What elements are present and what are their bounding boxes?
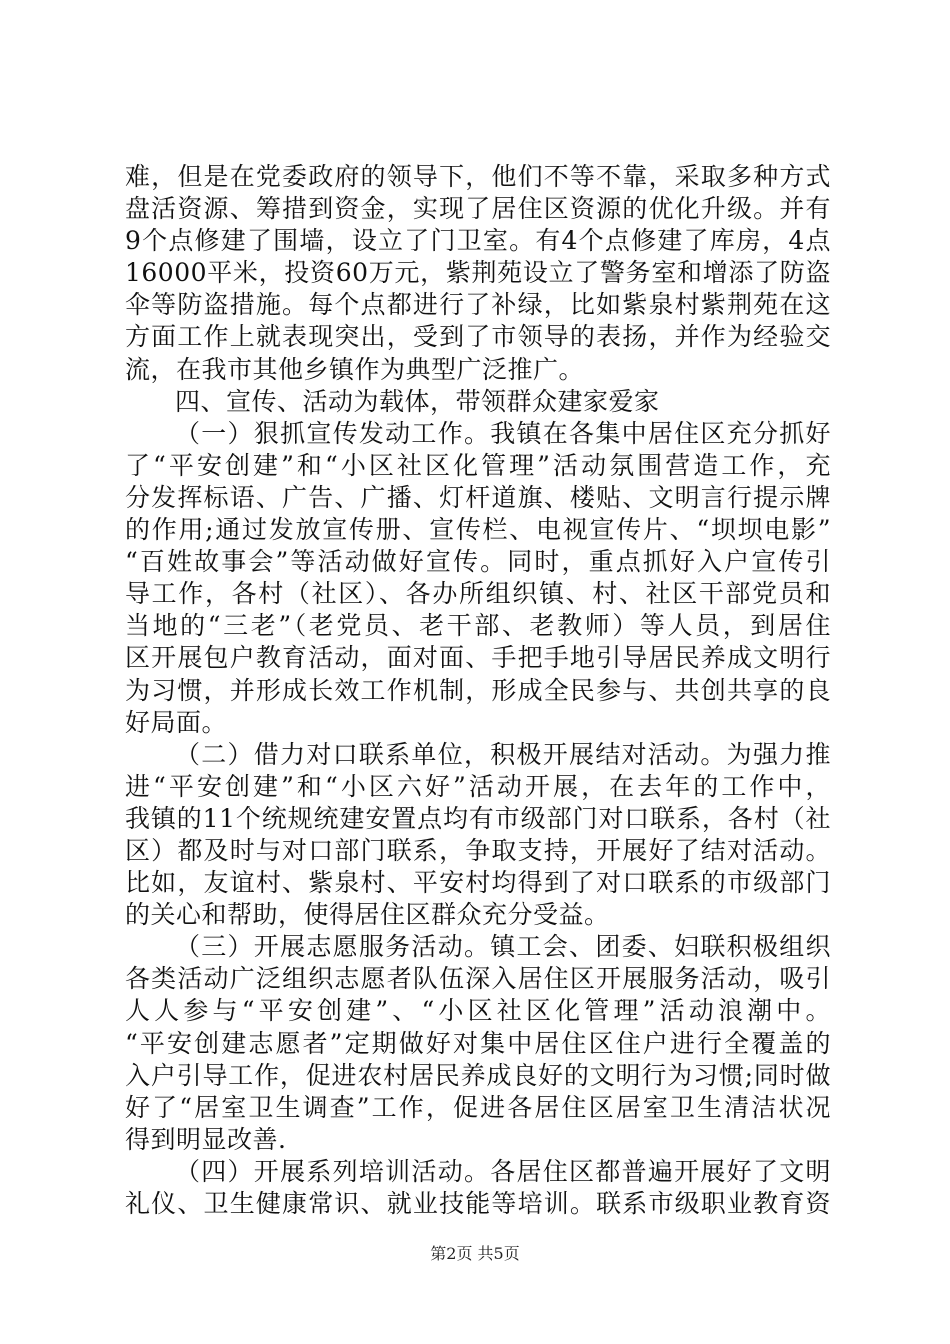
text-line: “百姓故事会”等活动做好宣传。同时，重点抓好入户宣传引	[125, 547, 831, 577]
text-line: 好局面。	[125, 707, 228, 737]
document-body	[125, 161, 831, 1220]
text-line: 我镇的11个统规统建安置点均有市级部门对口联系，各村（社	[125, 803, 831, 833]
text-line: （二）借力对口联系单位，积极开展结对活动。为强力推	[175, 739, 831, 769]
text-line: 得到明显改善.	[125, 1124, 287, 1154]
text-line: （三）开展志愿服务活动。镇工会、团委、妇联积极组织	[175, 932, 831, 962]
text-line: 四、宣传、活动为载体，带领群众建家爱家	[175, 386, 660, 416]
text-line: 的作用;通过发放宣传册、宣传栏、电视宣传片、“坝坝电影”	[125, 515, 831, 545]
text-line: 比如，友谊村、紫泉村、平安村均得到了对口联系的市级部门	[125, 868, 831, 898]
text-line: 当地的“三老”（老党员、老干部、老教师）等人员，到居住	[125, 611, 831, 641]
page-footer: 第2页 共5页	[430, 1244, 520, 1263]
text-line: 好了“居室卫生调查”工作，促进各居住区居室卫生清洁状况	[125, 1092, 831, 1122]
text-line: 了“平安创建”和“小区社区化管理”活动氛围营造工作，充	[125, 450, 831, 480]
text-line: 进“平安创建”和“小区六好”活动开展，在去年的工作中，	[125, 771, 831, 801]
text-line: （四）开展系列培训活动。各居住区都普遍开展好了文明	[175, 1156, 831, 1186]
text-line: 分发挥标语、广告、广播、灯杆道旗、楼贴、文明言行提示牌	[125, 482, 831, 512]
text-line: 流，在我市其他乡镇作为典型广泛推广。	[125, 354, 585, 384]
text-line: 导工作，各村（社区）、各办所组织镇、村、社区干部党员和	[125, 579, 831, 609]
text-line: 16000平米，投资60万元，紫荆苑设立了警务室和增添了防盗	[125, 258, 831, 288]
text-line: 为习惯，并形成长效工作机制，形成全民参与、共创共享的良	[125, 675, 831, 705]
text-line: 9个点修建了围墙，设立了门卫室。有4个点修建了库房，4点	[125, 226, 831, 256]
text-line: 人人参与“平安创建”、“小区社区化管理”活动浪潮中。	[125, 996, 831, 1026]
text-line: “平安创建志愿者”定期做好对集中居住区住户进行全覆盖的	[125, 1028, 831, 1058]
text-line: 盘活资源、筹措到资金，实现了居住区资源的优化升级。并有	[125, 194, 831, 224]
text-line: 区）都及时与对口部门联系，争取支持，开展好了结对活动。	[125, 835, 831, 865]
text-line: （一）狠抓宣传发动工作。我镇在各集中居住区充分抓好	[175, 418, 831, 448]
text-line: 各类活动广泛组织志愿者队伍深入居住区开展服务活动，吸引	[125, 964, 831, 994]
text-line: 伞等防盗措施。每个点都进行了补绿，比如紫泉村紫荆苑在这	[125, 290, 831, 320]
text-line: 区开展包户教育活动，面对面、手把手地引导居民养成文明行	[125, 643, 831, 673]
text-line: 入户引导工作，促进农村居民养成良好的文明行为习惯;同时做	[125, 1060, 831, 1090]
text-line: 礼仪、卫生健康常识、就业技能等培训。联系市级职业教育资	[125, 1189, 831, 1218]
text-line: 的关心和帮助，使得居住区群众充分受益。	[125, 900, 610, 930]
text-line: 方面工作上就表现突出，受到了市领导的表扬，并作为经验交	[125, 322, 831, 352]
text-line: 难，但是在党委政府的领导下，他们不等不靠，采取多种方式	[125, 162, 831, 191]
